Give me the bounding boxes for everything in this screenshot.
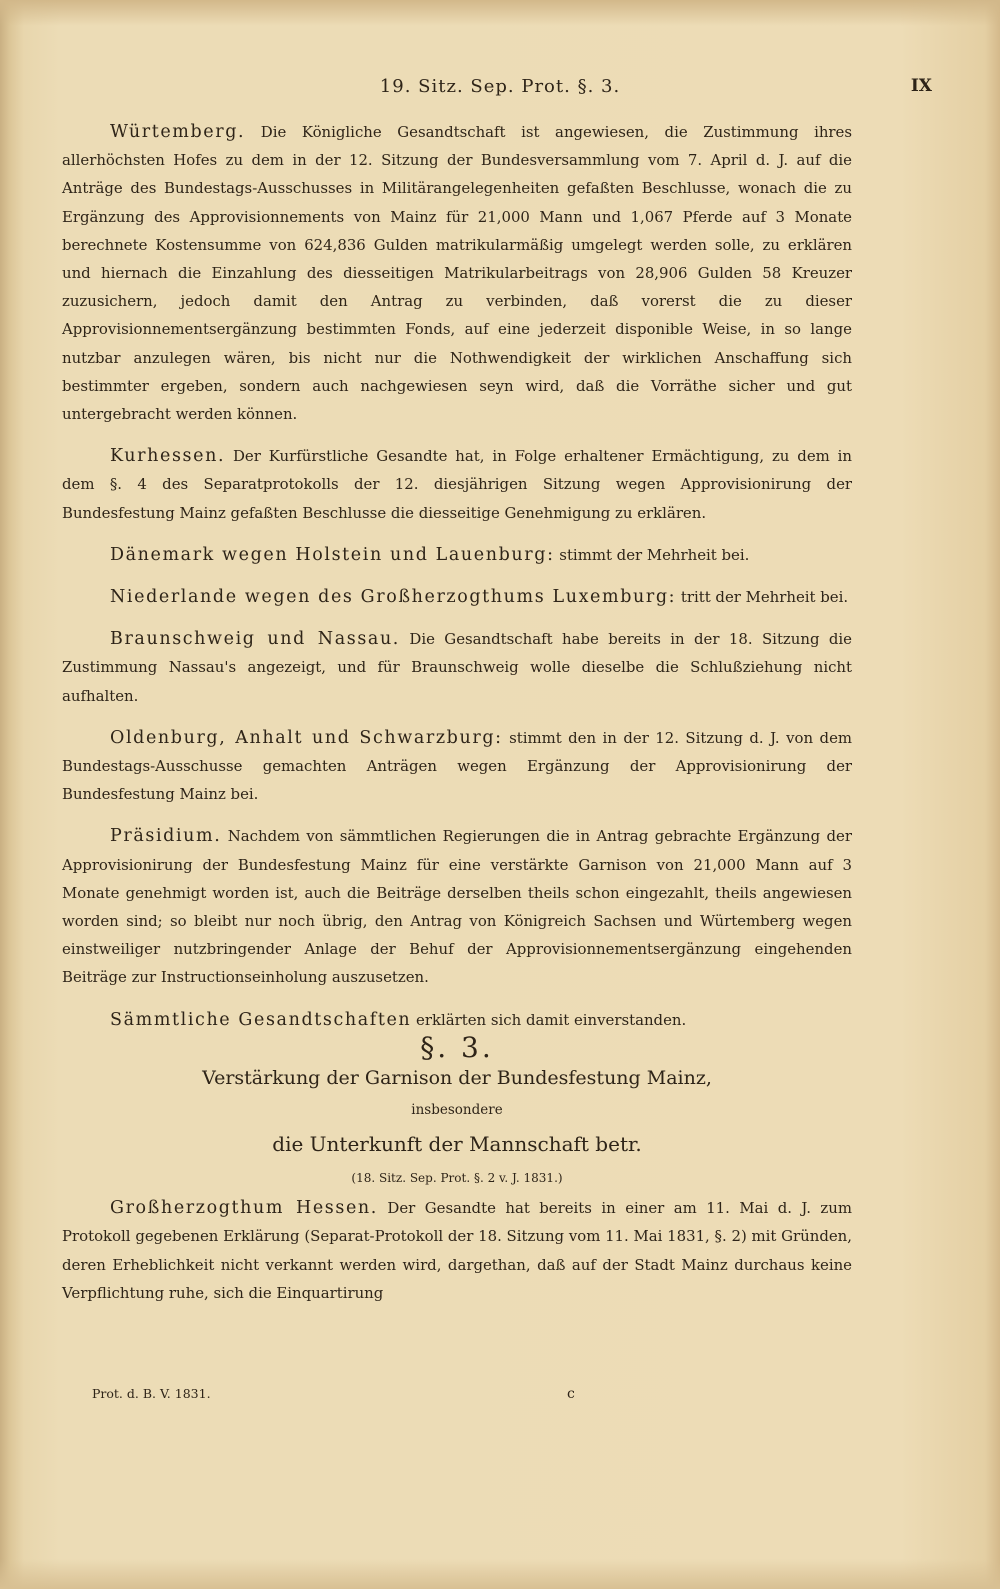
section-title-line1: Verstärkung der Garnison der Bundesfestung Mainz, — [202, 1067, 712, 1090]
section-title-line3: die Unterkunft der Mannschaft betr. — [272, 1132, 642, 1157]
paragraph-lead: Sämmtliche Gesandtschaften — [110, 1009, 412, 1030]
section-heading: §. 3. — [420, 1030, 494, 1064]
page-header — [60, 76, 940, 102]
paragraph-text: Nachdem von sämmtlichen Regierungen die in Antrag gebrachte Ergänzung der Approvisionirung der Bundesfestung Mainz für eine verstärkte Garnison von 21,000 Mann auf 3 Monate genehmigt worden ist, auch die Beiträge derselben theils schon eingezahlt, theils angewiesen worden sind; so bleibt nur noch übrig, den Antrag von Königreich Sachsen und Würtemberg wegen einstweiliger nutzbringender Anlage der Behuf der Approvisionnementsergänzung eingehenden Beiträge zur Instructionseinholung auszusetzen. — [62, 827, 852, 987]
paragraph-text: stimmt den in der 12. Sitzung d. J. von dem Bundestags-Ausschusse gemachten Anträgen wegen Ergänzung der Approvisionirung der Bundesfestung Mainz bei. — [62, 728, 852, 804]
signature-letter: c — [567, 1386, 575, 1402]
paragraph-lead: Braunschweig und Nassau. — [110, 629, 400, 650]
paragraph-saemmtliche — [62, 1006, 852, 1034]
paragraph-text: erklärten sich damit einverstanden. — [411, 1010, 687, 1029]
paragraph-lead: Präsidium. — [110, 826, 222, 847]
paragraph-text: Die Königliche Gesandtschaft ist angewiesen, die Zustimmung ihres allerhöchsten Hofes zu dem in der 12. Sitzung der Bundesversammlung vom 7. April d. J. auf die Anträge des Bundestags-Ausschusses in Militärangelegenheiten gefaßten Beschlusse, wonach die zu Ergänzung des Approvisionnements von Mainz für 21,000 Mann und 1,067 Pferde auf 3 Monate berechnete Kostensumme von 624,836 Gulden matrikularmäßig umgelegt werden solle, zu erklären und hiernach die Einzahlung des diesseitigen Matrikularbeitrags von 28,906 Gulden 58 Kreuzer zuzusichern, jedoch damit den Antrag zu verbinden, daß vorerst die zu dieser Approvisionnementsergänzung bestimmten Fonds, auf eine jederzeit disponible Weise, in so lange nutzbar anzulegen wären, bis nicht nur die Nothwendigkeit der wirklichen Anschaffung sich bestimmter ergeben, sondern auch nachgewiesen seyn wird, daß die Vorräthe sicher und gut untergebracht werden können. — [62, 123, 852, 424]
paragraph-lead: Dänemark wegen Holstein und Lauenburg: — [110, 544, 555, 565]
page-body — [62, 118, 852, 1307]
paragraph-oldenburg — [62, 724, 852, 809]
paragraph-wuertemberg — [62, 118, 852, 428]
page-edge-bottom — [0, 1559, 1000, 1589]
paragraph-lead: Großherzogthum Hessen. — [110, 1198, 378, 1219]
section-title-line2: insbesondere — [411, 1102, 503, 1119]
paragraph-lead: Kurhessen. — [110, 446, 226, 467]
signature-mark: Prot. d. B. V. 1831. — [92, 1386, 211, 1401]
paragraph-hessen — [62, 1194, 852, 1307]
paragraph-lead: Oldenburg, Anhalt und Schwarzburg: — [110, 727, 503, 748]
paragraph-daenemark — [62, 541, 852, 569]
page-number: IX — [910, 76, 932, 96]
paragraph-praesidium — [62, 822, 852, 991]
paragraph-niederlande — [62, 583, 852, 611]
paragraph-text: Die Gesandtschaft habe bereits in der 18. Sitzung die Zustimmung Nassau's angezeigt, und für Braunschweig wolle dieselbe die Schlußziehung nicht aufhalten. — [62, 630, 852, 705]
paragraph-braunschweig — [62, 625, 852, 710]
paragraph-text: tritt der Mehrheit bei. — [676, 588, 849, 607]
paragraph-lead: Niederlande wegen des Großherzogthums Luxemburg: — [110, 587, 677, 608]
running-head: 19. Sitz. Sep. Prot. §. 3. — [379, 76, 621, 97]
page-edge-top — [0, 0, 1000, 26]
paragraph-kurhessen — [62, 442, 852, 527]
paragraph-text: Der Gesandte hat bereits in einer am 11. Mai d. J. zum Protokoll gegebenen Erklärung (Separat-Protokoll der 18. Sitzung vom 11. Mai 1831, §. 2) mit Gründen, deren Erheblichkeit nicht verkannt werden wird, dargethan, daß auf der Stadt Mainz durchaus keine Verpflichtung ruhe, sich die Einquartirung — [62, 1199, 852, 1302]
paragraph-text: stimmt der Mehrheit bei. — [554, 545, 750, 564]
paragraph-lead: Würtemberg. — [110, 122, 246, 142]
paragraph-text: Der Kurfürstliche Gesandte hat, in Folge erhaltener Ermächtigung, zu dem in dem §. 4 des Separatprotokolls der 12. diesjährigen Sitzung wegen Approvisionirung der Bundesfestung Mainz gefaßten Beschlusse die diesseitige Genehmigung zu erklären. — [62, 447, 852, 522]
section-reference: (18. Sitz. Sep. Prot. §. 2 v. J. 1831.) — [351, 1171, 563, 1186]
